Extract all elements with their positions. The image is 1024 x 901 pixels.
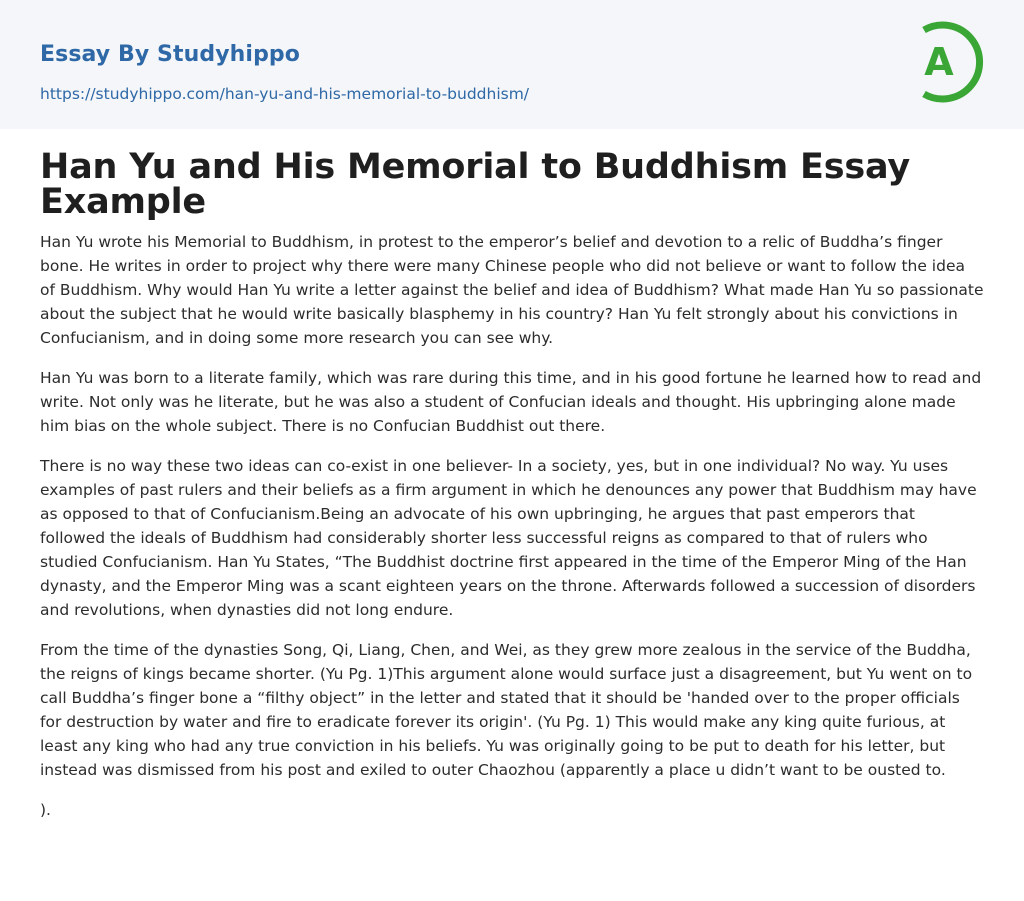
article-paragraph-2: Han Yu was born to a literate family, which was rare during this time, and in his good fortune he learned how to read and write. Not only was he literate, but he was also a student of Confucian ideals and thought. His upbringing alone made him bias on the whole subject. There is no Confucian Buddhist out there. [40,369,982,435]
article-paragraph-4: From the time of the dynasties Song, Qi, Liang, Chen, and Wei, as they grew more zealous in the service of the Buddha, the reigns of kings became shorter. (Yu Pg. 1)This argument alone would surface just a disagreement, but Yu went on to call Buddha’s finger bone a “filthy object” in the letter and stated that it should be 'handed over to the proper officials for destruction by water and fire to eradicate forever its origin'. (Yu Pg. 1) This would make any king quite furious, at least any king who had any true conviction in his beliefs. Yu was originally going to be put to death for his letter, but instead was dismissed from his post and exiled to outer Chaozhou (apparently a place u didn’t want to be ousted to. [40,641,973,779]
article-title: Han Yu and His Memorial to Buddhism Essay Example [40,147,910,222]
article-paragraph-3: There is no way these two ideas can co-exist in one believer- In a society, yes, but in one individual? No way. Yu uses examples of past rulers and their beliefs as a firm argument in which he denounces any power that Buddhism may have as opposed to that of Confucianism.Being an advocate of his own upbringing, he argues that past emperors that followed the ideals of Buddhism had considerably shorter less successful reigns as compared to that of rulers who studied Confucianism. Han Yu States, “The Buddhist doctrine first appeared in the time of the Emperor Ming of the Han dynasty, and the Emperor Ming was a scant eighteen years on the throne. Afterwards followed a succession of disorders and revolutions, when dynasties did not long endure. [40,457,977,619]
article-paragraph-5: ). [40,801,51,819]
article-container [0,129,1024,822]
essay-url-link[interactable]: https://studyhippo.com/han-yu-and-his-memorial-to-buddhism/ [40,85,530,103]
studyhippo-logo-icon[interactable] [910,18,988,106]
logo-letter: A [924,40,954,84]
site-brand-title[interactable]: Essay By Studyhippo [40,42,300,67]
article-paragraph-1: Han Yu wrote his Memorial to Buddhism, in protest to the emperor’s belief and devotion to a relic of Buddha’s finger bone. He writes in order to project why there were many Chinese people who did not believe or want to follow the idea of Buddhism. Why would Han Yu write a letter against the belief and idea of Buddhism? What made Han Yu so passionate about the subject that he would write basically blasphemy in his country? Han Yu felt strongly about his convictions in Confucianism, and in doing some more research you can see why. [40,233,984,347]
article-body [40,230,984,822]
site-header [0,0,1024,129]
